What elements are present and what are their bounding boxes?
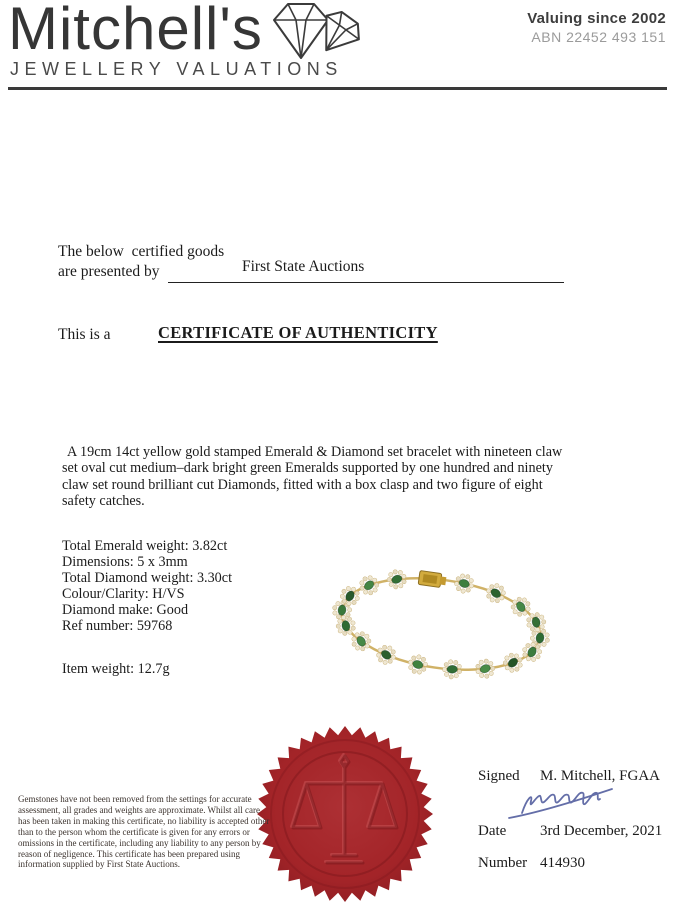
- certificate-title: CERTIFICATE OF AUTHENTICITY: [158, 323, 438, 342]
- detail-line: Diamond make: Good: [62, 602, 189, 619]
- detail-line: Ref number: 59768: [62, 618, 173, 635]
- presenter-name: First State Auctions: [168, 258, 564, 283]
- diamond-logo-icon: [266, 0, 374, 66]
- signature-scribble: [506, 786, 618, 822]
- detail-list: [62, 538, 232, 635]
- signed-value: M. Mitchell, FGAA: [540, 768, 660, 784]
- abn-number: ABN 22452 493 151: [531, 29, 666, 45]
- signed-label: Signed: [478, 768, 520, 784]
- presented-by-label: are presented by: [58, 263, 160, 280]
- brand-subtitle: JEWELLERY VALUATIONS: [10, 59, 343, 79]
- detail-line: Colour/Clarity: H/VS: [62, 586, 185, 603]
- disclaimer-text: Gemstones have not been removed from the settings for accurate assessment, all grades and weights are approximate. Whilst all care has been taken in making this certificate, no liability is accepted other than to the person whom the certificate is given for any errors or omissions in the certificate, including any liability to any person by reason of negligence. This certificate has been prepared using information supplied by First State Auctions.: [18, 794, 270, 870]
- brand-name: Mitchell's: [8, 0, 263, 62]
- item-weight-line: Item weight: 12.7g: [62, 661, 170, 677]
- wax-seal: [241, 710, 449, 918]
- header-divider: [8, 87, 667, 90]
- date-label: Date: [478, 823, 507, 839]
- bracelet-photo: [320, 548, 570, 698]
- tagline: Valuing since 2002: [527, 10, 666, 27]
- detail-line: Total Emerald weight: 3.82ct: [62, 538, 228, 554]
- item-description: A 19cm 14ct yellow gold stamped Emerald & Diamond set bracelet with nineteen claw set oval cut medium–dark bright green Emeralds supported by one hundred and ninety claw set round brilliant cut Diamonds, fitted with a box clasp and two figure of eight safety catches.: [62, 444, 563, 510]
- detail-line: Total Diamond weight: 3.30ct: [62, 570, 233, 587]
- presented-goods-line: The below certified goods: [58, 243, 225, 260]
- number-label: Number: [478, 855, 528, 871]
- number-value: 414930: [540, 855, 585, 871]
- header-right: [527, 10, 666, 45]
- date-value: 3rd December, 2021: [540, 823, 663, 839]
- certificate-lead-in: This is a: [58, 326, 111, 343]
- box-clasp: [418, 571, 447, 589]
- detail-line: Dimensions: 5 x 3mm: [62, 554, 188, 571]
